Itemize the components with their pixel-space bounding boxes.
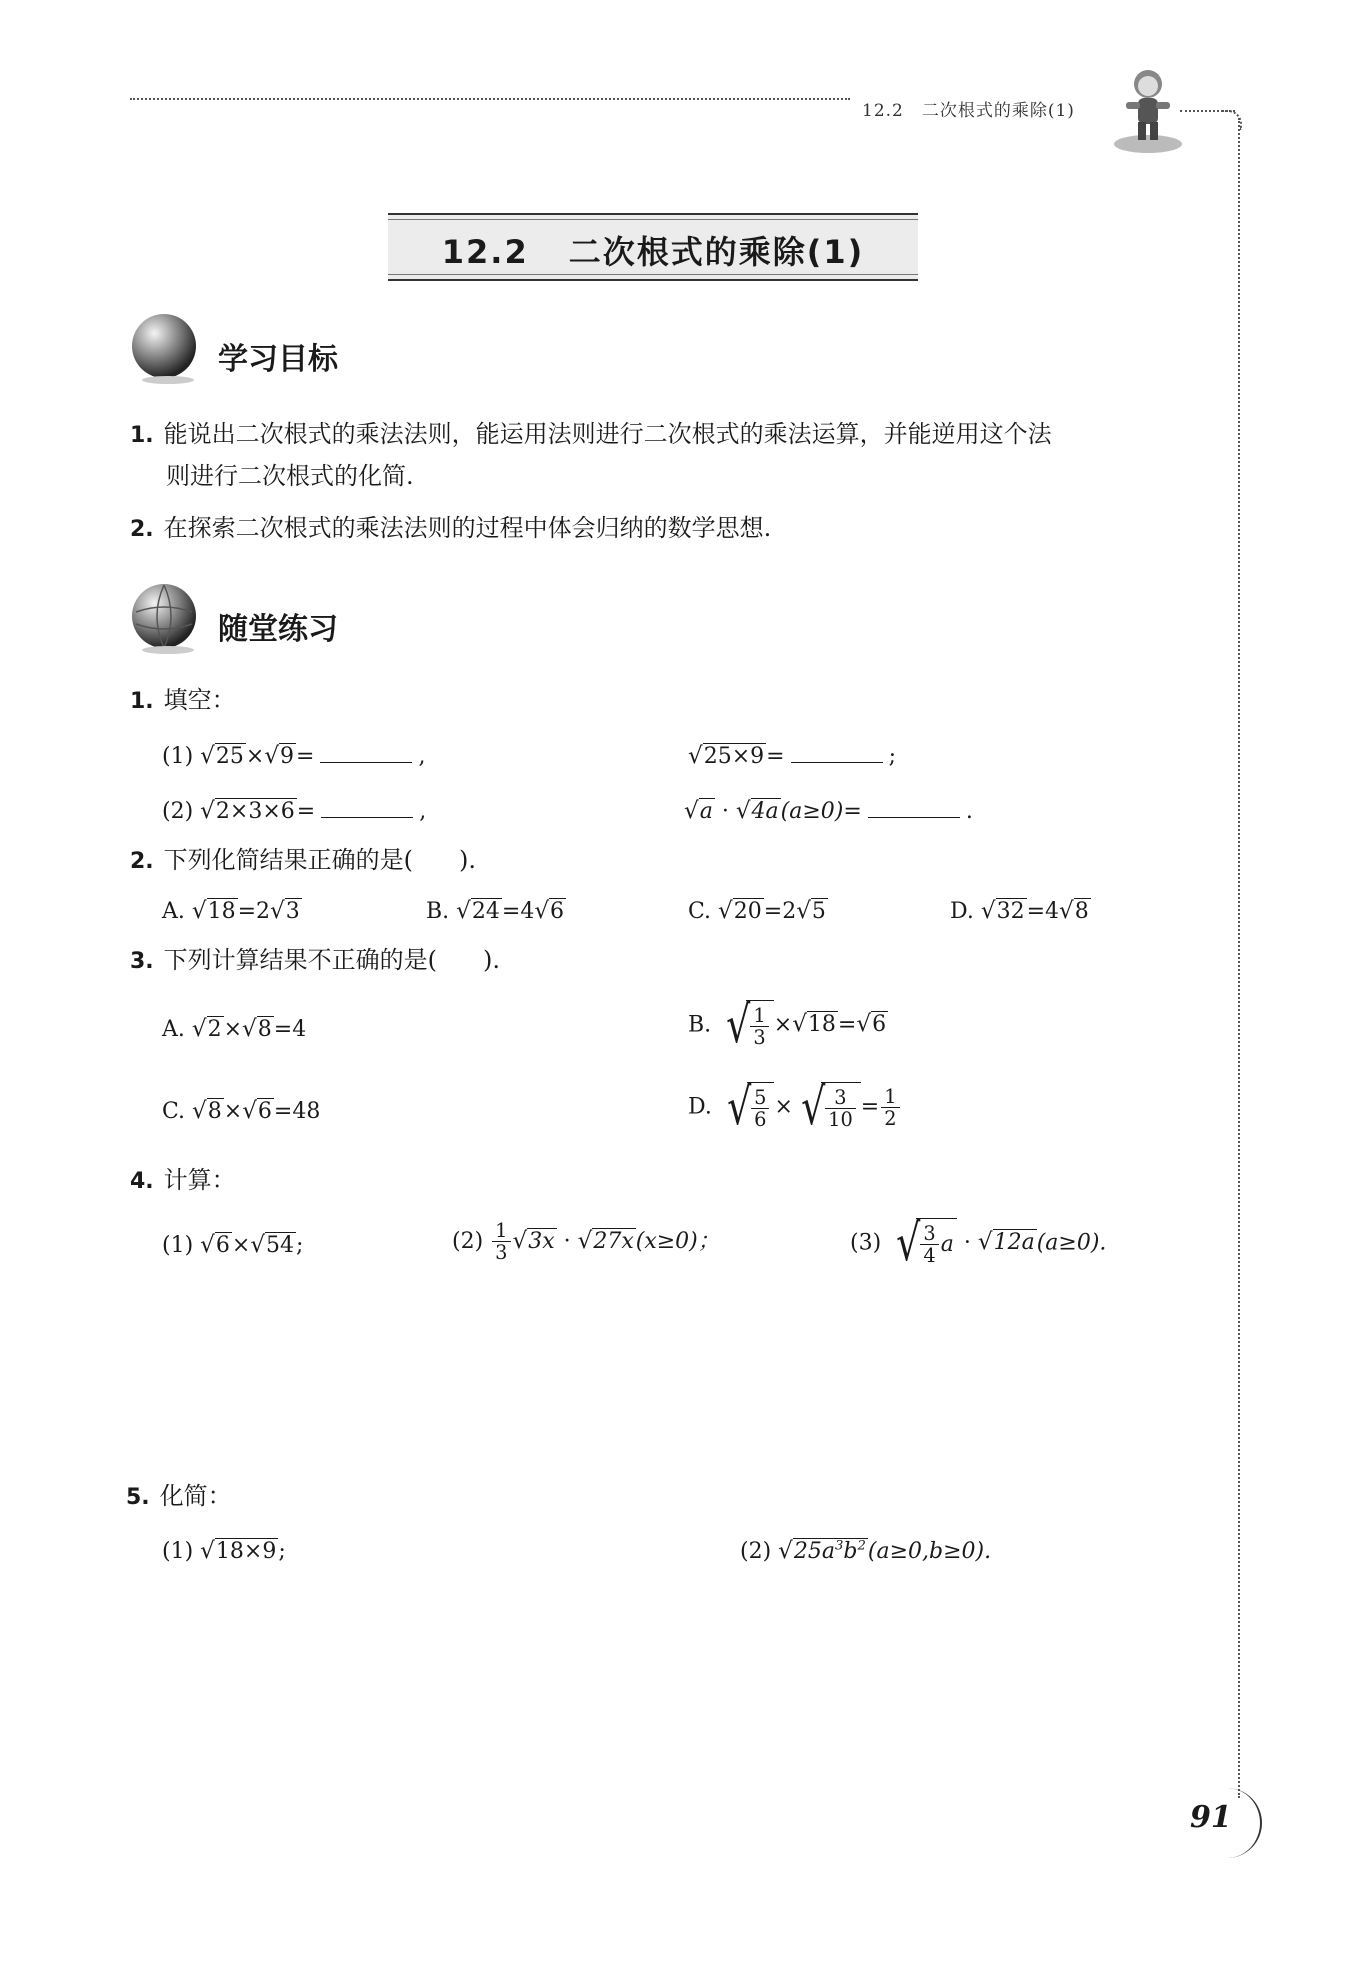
q5-item-2: (2) $√25a^3b^2(a\ge 0,b\ge 0)$. bbox=[740, 1538, 992, 1564]
goal-1: 1. 能说出二次根式的乘法法则，能运用法则进行二次根式的乘法运算，并能逆用这个法 bbox=[130, 420, 1052, 448]
page-title: 12.2 二次根式的乘除(1) bbox=[441, 233, 865, 271]
q4-item-1: (1) √6×√54; bbox=[162, 1232, 304, 1258]
question-3: 3. 下列计算结果不正确的是( ). bbox=[130, 946, 501, 974]
answer-blank[interactable] bbox=[321, 795, 413, 818]
page-number: 91 bbox=[1190, 1800, 1232, 1835]
answer-blank[interactable] bbox=[791, 740, 883, 763]
question-4: 4. 计算： bbox=[130, 1166, 236, 1194]
q2-option-d[interactable]: D. √32=4√8 bbox=[950, 898, 1089, 924]
question-2: 2. 下列化简结果正确的是( ). bbox=[130, 846, 477, 874]
q4-item-3: (3) √ $\frac{3}{4}$ a · √12a(a≥0). bbox=[850, 1213, 1107, 1272]
q3-option-a[interactable]: A. √2×√8=4 bbox=[162, 1016, 307, 1042]
goal-1-cont: 则进行二次根式的化简. bbox=[166, 462, 414, 490]
q3-option-c[interactable]: C. √8×√6=48 bbox=[162, 1098, 321, 1124]
q3-option-d[interactable]: D. √ $\frac{5}{6}$ × √ $\frac{3}{10}$ = $\frac{1}{2}$ bbox=[688, 1082, 902, 1133]
title-box bbox=[388, 213, 918, 281]
q1-item-2b: √a · √4a(a≥0)= . bbox=[684, 795, 973, 826]
mascot-icon bbox=[1108, 62, 1188, 157]
q3-option-b[interactable]: B. √ $\frac{1}{3}$ ×√18=√6 bbox=[688, 995, 887, 1054]
q4-item-2: (2) $\frac{1}{3}$ √3x · √27x(x≥0)； bbox=[452, 1219, 720, 1265]
header-rule bbox=[130, 98, 850, 100]
answer-blank[interactable] bbox=[868, 795, 960, 818]
question-1: 1. 填空： bbox=[130, 686, 236, 714]
q1-item-1b: √25×9= ; bbox=[688, 740, 896, 771]
q1-item-2a: (2) √2×3×6= , bbox=[162, 795, 426, 826]
right-border bbox=[1238, 118, 1240, 1798]
question-5: 5. 化简： bbox=[126, 1482, 232, 1510]
q1-item-1a: (1) √25×√9= , bbox=[162, 740, 425, 771]
q2-option-a[interactable]: A. √18=2√3 bbox=[162, 898, 300, 924]
goal-2: 2. 在探索二次根式的乘法法则的过程中体会归纳的数学思想. bbox=[130, 514, 772, 542]
q2-option-b[interactable]: B. √24=4√6 bbox=[426, 898, 565, 924]
answer-blank[interactable] bbox=[320, 740, 412, 763]
globe-icon bbox=[128, 582, 200, 654]
globe-icon bbox=[128, 312, 200, 384]
q5-item-1: (1) √18×9; bbox=[162, 1538, 286, 1564]
q2-option-c[interactable]: C. √20=2√5 bbox=[688, 898, 826, 924]
running-title: 12.2 二次根式的乘除(1) bbox=[862, 101, 1075, 121]
